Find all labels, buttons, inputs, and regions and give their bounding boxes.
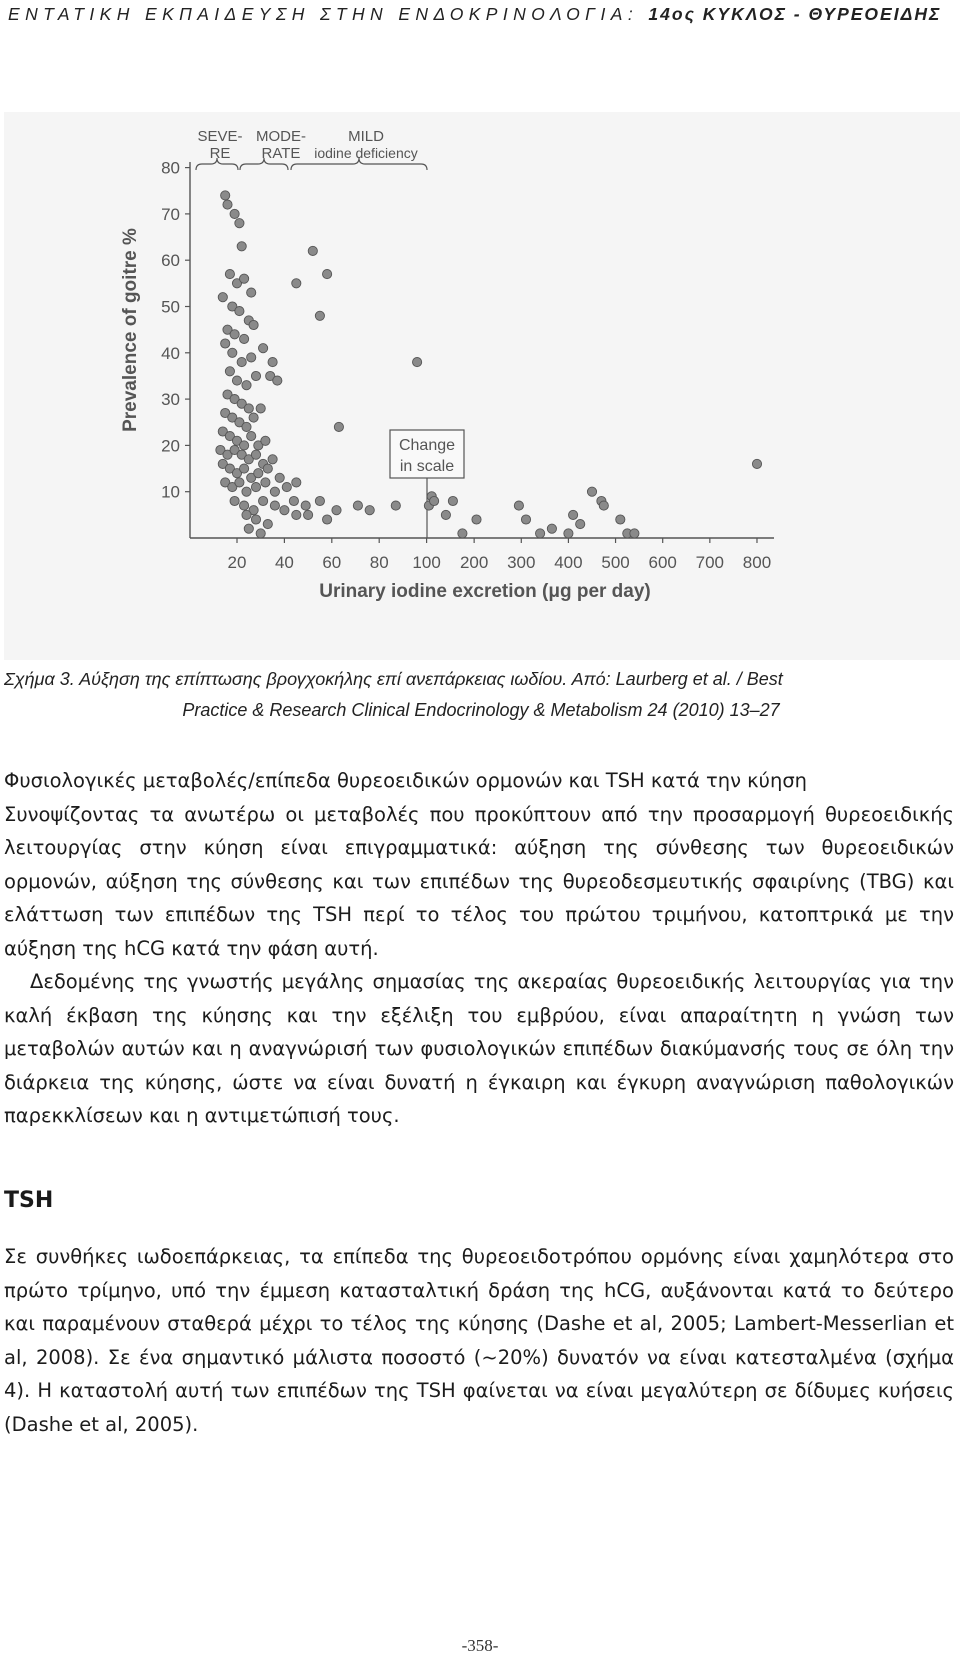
x-tick-label: 500 [601,553,630,572]
annotation-severe: SEVE- [197,128,243,145]
annotation-mild: MILD [348,128,384,145]
x-tick-label: 300 [507,553,536,572]
data-point [332,506,341,515]
data-point [391,501,400,510]
data-point [365,506,374,515]
data-point [301,501,310,510]
y-tick-label: 70 [161,204,180,224]
data-point [223,200,232,209]
data-point [240,334,249,343]
annotation-mild: iodine deficiency [314,145,418,161]
data-point [263,520,272,529]
y-tick-label: 30 [161,390,180,410]
y-axis-label: Prevalence of goitre % [120,228,141,432]
data-point [413,358,422,367]
data-point [225,367,234,376]
data-point [315,496,324,505]
y-tick-label: 50 [161,297,180,317]
paragraph: Συνοψίζοντας τα ανωτέρω οι μεταβολές που προκύπτουν από την προσαρμογή θυρεοειδικής λειτουργίας στην κύηση είναι επιγραμματικά: αύξηση της σύνθεσης των θυρεοειδικών ορμονών, αύξηση της σύνθεσης και των επιπέδων της θυρεοδεσμευτικής σφαιρίνης (TBG) και ελάττωση των επιπέδων της TSH περί το τέλος του πρώτου τριμήνου, κατοπτρικά με την αύξηση της hCG κατά την φάση αυτή. [4,802,954,960]
x-tick-label: 400 [554,553,583,572]
data-point [268,455,277,464]
data-point [259,344,268,353]
data-point [353,501,362,510]
data-point [244,524,253,533]
data-point [251,515,260,524]
y-tick-label: 10 [161,482,180,502]
data-point [228,348,237,357]
data-point [292,478,301,487]
data-point [230,496,239,505]
data-point [547,524,556,533]
x-tick-label: 700 [695,553,725,572]
data-point [240,501,249,510]
tsh-heading: TSH [4,1188,54,1213]
data-point [323,515,332,524]
data-point [242,510,251,519]
caption-line-2: Practice & Research Clinical Endocrinology & Metabolism 24 (2010) 13–27 [182,700,780,720]
data-point [242,381,251,390]
x-tick-label: 40 [274,553,294,572]
cycle-title: ΚΥΚΛΟΣ - ΘΥΡΕΟΕΙΔΗΣ [695,4,942,24]
data-point [254,469,263,478]
data-point [289,496,298,505]
data-point [458,529,467,538]
data-point [441,510,450,519]
data-point [251,483,260,492]
data-point [430,496,439,505]
annotation-moderate: MODE- [256,128,306,145]
data-point [240,274,249,283]
data-point [448,496,457,505]
section-tsh [4,1240,954,1441]
section-title: Φυσιολογικές μεταβολές/επίπεδα θυρεοειδικών ορμονών και TSH κατά την κύηση [4,769,808,792]
figure-goitre-prevalence [4,112,960,660]
data-point [261,436,270,445]
data-point [521,515,530,524]
data-point [292,510,301,519]
x-tick-label: 80 [369,553,389,572]
data-point [472,515,481,524]
data-point [630,529,639,538]
data-point [235,478,244,487]
annotation-moderate: RATE [261,145,301,162]
data-point [247,288,256,297]
cycle-suffix: ος [671,4,696,24]
data-point [247,432,256,441]
caption-line-1: Σχήμα 3. Αύξηση της επίπτωσης βρογχοκήλης επί ανεπάρκειας ιωδίου. Από: Laurberg et al. / Best [4,669,783,689]
data-point [218,293,227,302]
cycle-number: 14 [648,4,672,24]
x-axis-label: Urinary iodine excretion (μg per day) [319,581,651,602]
y-tick-label: 40 [161,343,180,363]
x-tick-label: 60 [322,553,342,572]
data-point [514,501,523,510]
figure-caption [4,664,958,726]
data-point [263,464,272,473]
data-point [232,376,241,385]
data-point [251,450,260,459]
data-point [315,311,324,320]
data-point [599,501,608,510]
data-point [270,487,279,496]
x-tick-label: 100 [412,553,441,572]
data-point [292,279,301,288]
data-point [247,353,256,362]
page-number: -358- [461,1636,499,1655]
data-point [256,529,265,538]
data-point [249,413,258,422]
data-point [536,529,545,538]
annotation-scale-change: Change [398,437,456,454]
paragraph: Δεδομένης της γνωστής μεγάλης σημασίας της ακεραίας θυρεοειδικής λειτουργίας για την καλή έκβαση της κύησης και την εξέλιξη του εμβρύου, είναι απαραίτητη η γνώση των μεταβολών αυτών και η αναγνώρισή των φυσιολογικών επιπέδων διακύμανσής τους σε όλη την διάρκεια της κύησης, ώστε να είναι δυνατή η έγκαιρη και έγκυρη αναγνώριση παθολογικών παρεκκλίσεων και η αντιμετώπισή τους. [4,970,954,1127]
data-point [230,209,239,218]
running-header [8,4,952,25]
x-tick-label: 800 [742,553,772,572]
data-point [240,441,249,450]
data-point [280,506,289,515]
y-tick-label: 60 [161,251,180,271]
x-tick-label: 20 [227,553,247,572]
x-tick-label: 600 [648,553,677,572]
scatter-chart [4,112,960,660]
data-point [752,459,761,468]
y-tick-label: 20 [161,436,180,456]
data-point [225,270,234,279]
data-point [323,270,332,279]
data-point [249,320,258,329]
data-point [564,529,573,538]
data-point [221,339,230,348]
data-point [235,219,244,228]
data-point [242,487,251,496]
annotation-scale-change: in scale [399,458,455,475]
data-point [587,487,596,496]
data-point [256,404,265,413]
data-point [221,191,230,200]
data-point [282,483,291,492]
data-point [270,501,279,510]
data-point [237,358,246,367]
data-point [273,376,282,385]
y-tick-label: 80 [161,158,180,178]
data-point [259,496,268,505]
data-point [240,464,249,473]
data-point [251,371,260,380]
section-physiological-changes [4,764,954,1133]
data-point [242,422,251,431]
brace-severe [196,158,238,170]
data-point [304,510,313,519]
running-title: ΕΝΤΑΤΙΚΗ ΕΚΠΑΙΔΕΥΣΗ ΣΤΗΝ ΕΝΔΟΚΡΙΝΟΛΟΓΙΑ: [8,4,649,24]
data-point [569,510,578,519]
paragraph: Σε συνθήκες ιωδοεπάρκειας, τα επίπεδα της θυρεοειδοτρόπου ορμόνης είναι χαμηλότερα στο πρώτο τρίμηνο, υπό την έμμεση κατασταλτική δράση της hCG, αυξάνονται κατά το δεύτερο και παραμένουν σταθερά μέχρι το τέλος της κύησης (Dashe et al, 2005; Lambert-Messerlian et al, 2008). Σε ένα σημαντικό μάλιστα ποσοστό (~20%) δυνατόν να είναι κατεσταλμένα (σχήμα 4). Η καταστολή αυτή των επιπέδων της TSH φαίνεται να είναι μεγαλύτερη σε δίδυμες κυήσεις (Dashe et al, 2005). [4,1245,954,1436]
data-point [576,520,585,529]
data-point [237,242,246,251]
data-point [235,307,244,316]
data-point [308,246,317,255]
x-tick-label: 200 [459,553,489,572]
data-point [275,473,284,482]
data-point [261,478,270,487]
data-point [334,422,343,431]
data-point [268,358,277,367]
data-point [230,330,239,339]
data-point [244,404,253,413]
annotation-severe: RE [209,145,231,162]
data-point [616,515,625,524]
